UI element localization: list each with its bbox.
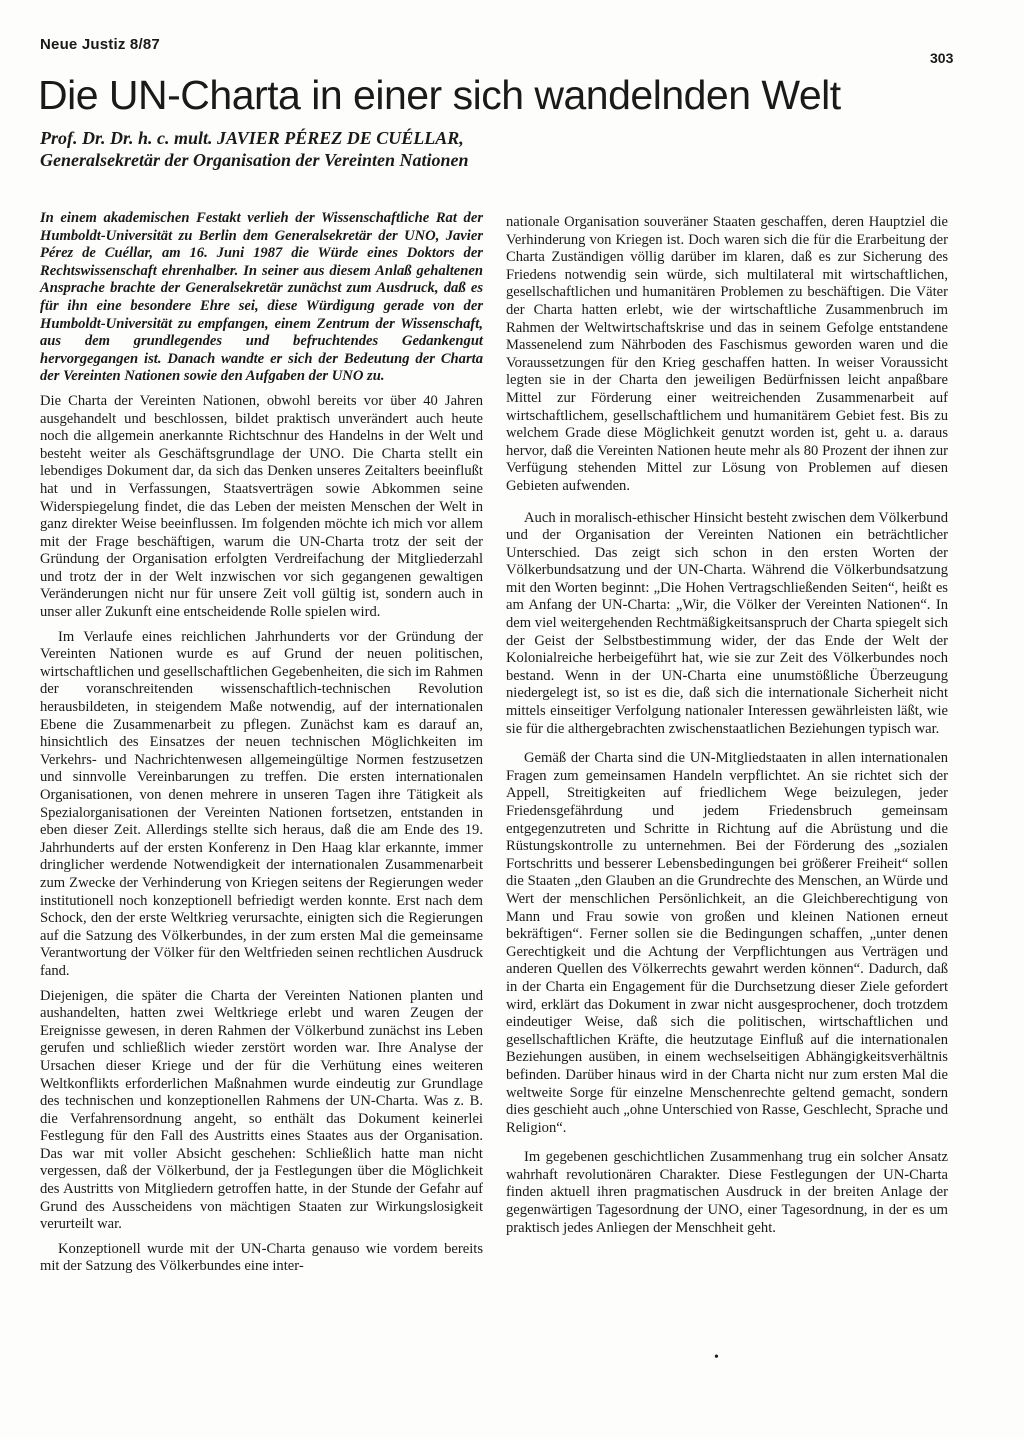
author-role: Generalsekretär der Organisation der Vereinten Nationen [40, 150, 469, 170]
end-ornament: • [714, 1350, 719, 1365]
author-block [40, 127, 560, 171]
lead-paragraph: In einem akademischen Festakt verlieh der Wissenschaftliche Rat der Humboldt-Universität zu Berlin dem Generalsekretär der UNO, Javier Pérez de Cuéllar, am 16. Juni 1987 die Würde eines Doktors der Rechtswissenschaft ehrenhalber. In seiner aus diesem Anlaß gehaltenen Ansprache brachte der Generalsekretär zunächst zum Ausdruck, daß es für ihn eine besondere Ehre sei, diese Würdigung gerade von der Humboldt-Universität zu empfangen, einem Zentrum der Wissenschaft, aus dem grundlegendes und befruchtendes Gedankengut hervorgegangen ist. Danach wandte er sich der Bedeutung der Charta der Vereinten Nationen sowie den Aufgaben der UNO zu. [40, 210, 483, 385]
body-paragraph: Die Charta der Vereinten Nationen, obwohl bereits vor über 40 Jahren ausgehandelt und beschlossen, bildet praktisch unverändert auch heute noch die allgemein anerkannte Richtschnur des Handelns in der Welt und besteht weiter als Geschäftsgrundlage der UNO. Die Charta stellt ein lebendiges Dokument dar, da sich das Denken unseres Zeitalters beeinflußt hat und in Verfassungen, Staatsverträgen sowie Abkommen seine Widerspiegelung findet, die das Leben der meisten Menschen der Welt in ganz direkter Weise beeinflussen. Im folgenden möchte ich mich vor allem mit der Frage beschäftigen, warum die UN-Charta trotz der seit der Gründung der Organisation erfolgten Verdreifachung der Mitgliederzahl und trotz der in der Welt inzwischen vor sich gegangenen gewaltigen Veränderungen nicht nur für unsere Zeit voll gültig ist, sondern auch in unser aller Zukunft eine entscheidende Rolle spielen wird. [40, 392, 483, 621]
article-title: Die UN-Charta in einer sich wandelnden Welt [38, 72, 841, 118]
body-paragraph: Auch in moralisch-ethischer Hinsicht besteht zwischen dem Völkerbund und der Organisation der Vereinten Nationen ein beträchtlicher Unterschied. Das zeigt sich schon in den ersten Worten der Völkerbundsatzung und der UN-Charta. Während die Völkerbundsatzung mit den Worten beginnt: „Die Hohen Vertragschließenden Seiten“, heißt es am Anfang der UN-Charta: „Wir, die Völker der Vereinten Nationen“. In dem viel weitergehenden Rechtmäßigkeitsanspruch der Charta spiegelt sich der Geist der Selbstbestimmung wider, der das Ende der Welt der Kolonialreiche herbeigeführt hat, wie sie zur Zeit des Völkerbundes noch bestand. Wenn in der UN-Charta eine unumstößliche Überzeugung niedergelegt ist, so ist es die, daß sich die internationale Sicherheit nicht mittels einseitiger Verfolgung nationaler Interessen gewährleisten läßt, wie sie für die althergebrachten zwischenstaatlichen Beziehungen typisch war. [506, 509, 948, 737]
body-paragraph: Im gegebenen geschichtlichen Zusammenhang trug ein solcher Ansatz wahrhaft revolutionären Charakter. Diese Festlegungen der UN-Charta finden aktuell ihren pragmatischen Ausdruck in der breiten Anlage der gegenwärtigen Tagesordnung der UNO, einer Tagesordnung, in der es um praktisch jedes Anliegen der Menschheit geht. [506, 1149, 948, 1236]
page-number: 303 [930, 50, 954, 66]
left-column [40, 210, 483, 1276]
body-paragraph: Im Verlaufe eines reichlichen Jahrhunderts vor der Gründung der Vereinten Nationen wurde es auf Grund der neuen politischen, wirtschaftlichen und gesellschaftlichen Gegebenheiten, die sich im Rahmen der voranschreitenden wissenschaftlich-technischen Revolution herausbildeten, in steigendem Maße notwendig, auf der internationalen Ebene die Zusammenarbeit zu pflegen. Zunächst kam es darauf an, hinsichtlich des Einsatzes der neuen technischen Möglichkeiten im Verkehrs- und Nachrichtenwesen allgemeingültige Normen festzusetzen und sinnvolle Vereinbarungen zu treffen. Die ersten internationalen Organisationen, von denen mehrere in unseren Tagen ihre Tätigkeit als Spezialorganisationen der Vereinten Nationen fortsetzen, entstanden in eben dieser Zeit. Allerdings stellte sich heraus, daß die am Ende des 19. Jahrhunderts auf der ersten Konferenz in Den Haag klar erkannte, immer dringlicher werdende Notwendigkeit der internationalen Zusammenarbeit zum Zwecke der Verhinderung von Kriegen seitens der Regierungen weder institutionell noch konzeptionell befriedigt werden konnte. Erst nach dem Schock, den der erste Weltkrieg verursachte, einigten sich die Regierungen auf die Satzung des Völkerbundes, in der zum ersten Mal die gemeinsame Verantwortung der Völker für den Weltfrieden seinen rechtlichen Ausdruck fand. [40, 628, 483, 979]
body-paragraph: Gemäß der Charta sind die UN-Mitgliedstaaten in allen internationalen Fragen zum gemeinsamen Handeln verpflichtet. An sie richtet sich der Appell, Streitigkeiten auf friedlichem Wege beizulegen, jeder Friedensgefährdung und jedem Friedensbruch gemeinsam entgegenzutreten und Schritte in Richtung auf die Abrüstung und die Rüstungskontrolle zu unternehmen. Bei der Förderung des „sozialen Fortschritts und besserer Lebensbedingungen bei größerer Freiheit“ sollen die Staaten „den Glauben an die Grundrechte des Menschen, an Würde und Wert der menschlichen Persönlichkeit, an die Gleichberechtigung von Mann und Frau sowie von großen und kleinen Nationen erneut bekräftigen“. Ferner sollen sie die Bedingungen schaffen, „unter denen Gerechtigkeit und die Achtung der Verpflichtungen aus Verträgen und anderen Quellen des Völkerrechts gewahrt werden können“. Dadurch, daß in der Charta ein Engagement für die Durchsetzung dieser Ziele gefordert wird, erklärt das Dokument in zwar nicht ausgesprochener, doch trotzdem eindeutiger Weise, daß sich die politischen, wirtschaftlichen und gesellschaftlichen Kräfte, die heutzutage Einfluß auf die internationalen Beziehungen ausüben, in einem wechselseitigen Abhängigkeitsverhältnis befinden. Darüber hinaus wird in der Charta nicht nur zum ersten Mal die weltweite Sorge für einzelne Menschenrechte geltend gemacht, sondern dies geschieht auch „ohne Unterschied von Rasse, Geschlecht, Sprache und Religion“. [506, 750, 948, 1136]
journal-header: Neue Justiz 8/87 [40, 36, 160, 53]
body-paragraph: Konzeptionell wurde mit der UN-Charta genauso wie vordem bereits mit der Satzung des Völkerbundes eine inter- [40, 1240, 483, 1275]
body-paragraph: Diejenigen, die später die Charta der Vereinten Nationen planten und aushandelten, hatten zwei Weltkriege erlebt und waren Zeugen der Ereignisse gewesen, in deren Rahmen der Völkerbund zunächst ins Leben gerufen und schließlich wieder zerstört worden war. Ihre Analyse der Ursachen dieser Kriege und der für die Verhütung eines weiteren Weltkonflikts erforderlichen Maßnahmen wurde eindeutig zur Grundlage des technischen und konzeptionellen Rahmens der UN-Charta. Was z. B. die Verfahrensordnung angeht, so enthält das Dokument keinerlei Festlegung für den Fall des Austritts eines Staates aus der Organisation. Das war mit voller Absicht geschehen: Schließlich hatte man nicht vergessen, daß der Völkerbund, der ja Festlegungen über die Möglichkeit des Austritts von Mitgliedern getroffen hatte, in der Stunde der Gefahr auf Grund des Ausscheidens von mächtigen Staaten zur Wirkungslosigkeit verurteilt war. [40, 987, 483, 1233]
author-name: Prof. Dr. Dr. h. c. mult. JAVIER PÉREZ DE CUÉLLAR, [40, 128, 464, 148]
right-column [506, 214, 948, 1237]
body-paragraph: nationale Organisation souveräner Staaten geschaffen, deren Hauptziel die Verhinderung von Kriegen ist. Doch waren sich die für die Erarbeitung der Charta Zuständigen völlig darüber im klaren, daß es zur Sicherung des Friedens notwendig sein würde, sich multilateral mit wirtschaftlichen, gesellschaftlichen und humanitären Problemen zu beschäftigen. Die Väter der Charta hatten erlebt, wie der wirtschaftliche Zusammenbruch im Rahmen der Weltwirtschaftskrise und das in seinem Gefolge entstandene Massenelend zum Nährboden des Faschismus geworden waren und die Voraussetzungen für den Krieg geschaffen hatten. In weiser Voraussicht legten sie in der Charta den jeweiligen Bedürfnissen leicht anpaßbare Mittel zur Förderung einer weitreichenden Zusammenarbeit auf wirtschaftlichem, gesellschaftlichem und humanitärem Gebiet fest. Bis zu welchem Grade diese Möglichkeit genutzt worden ist, geht u. a. daraus hervor, daß die Vereinten Nationen heute mehr als 80 Prozent der ihnen zur Verfügung stehenden Mittel zur Lösung von Problemen auf diesen Gebieten aufwenden. [506, 214, 948, 494]
